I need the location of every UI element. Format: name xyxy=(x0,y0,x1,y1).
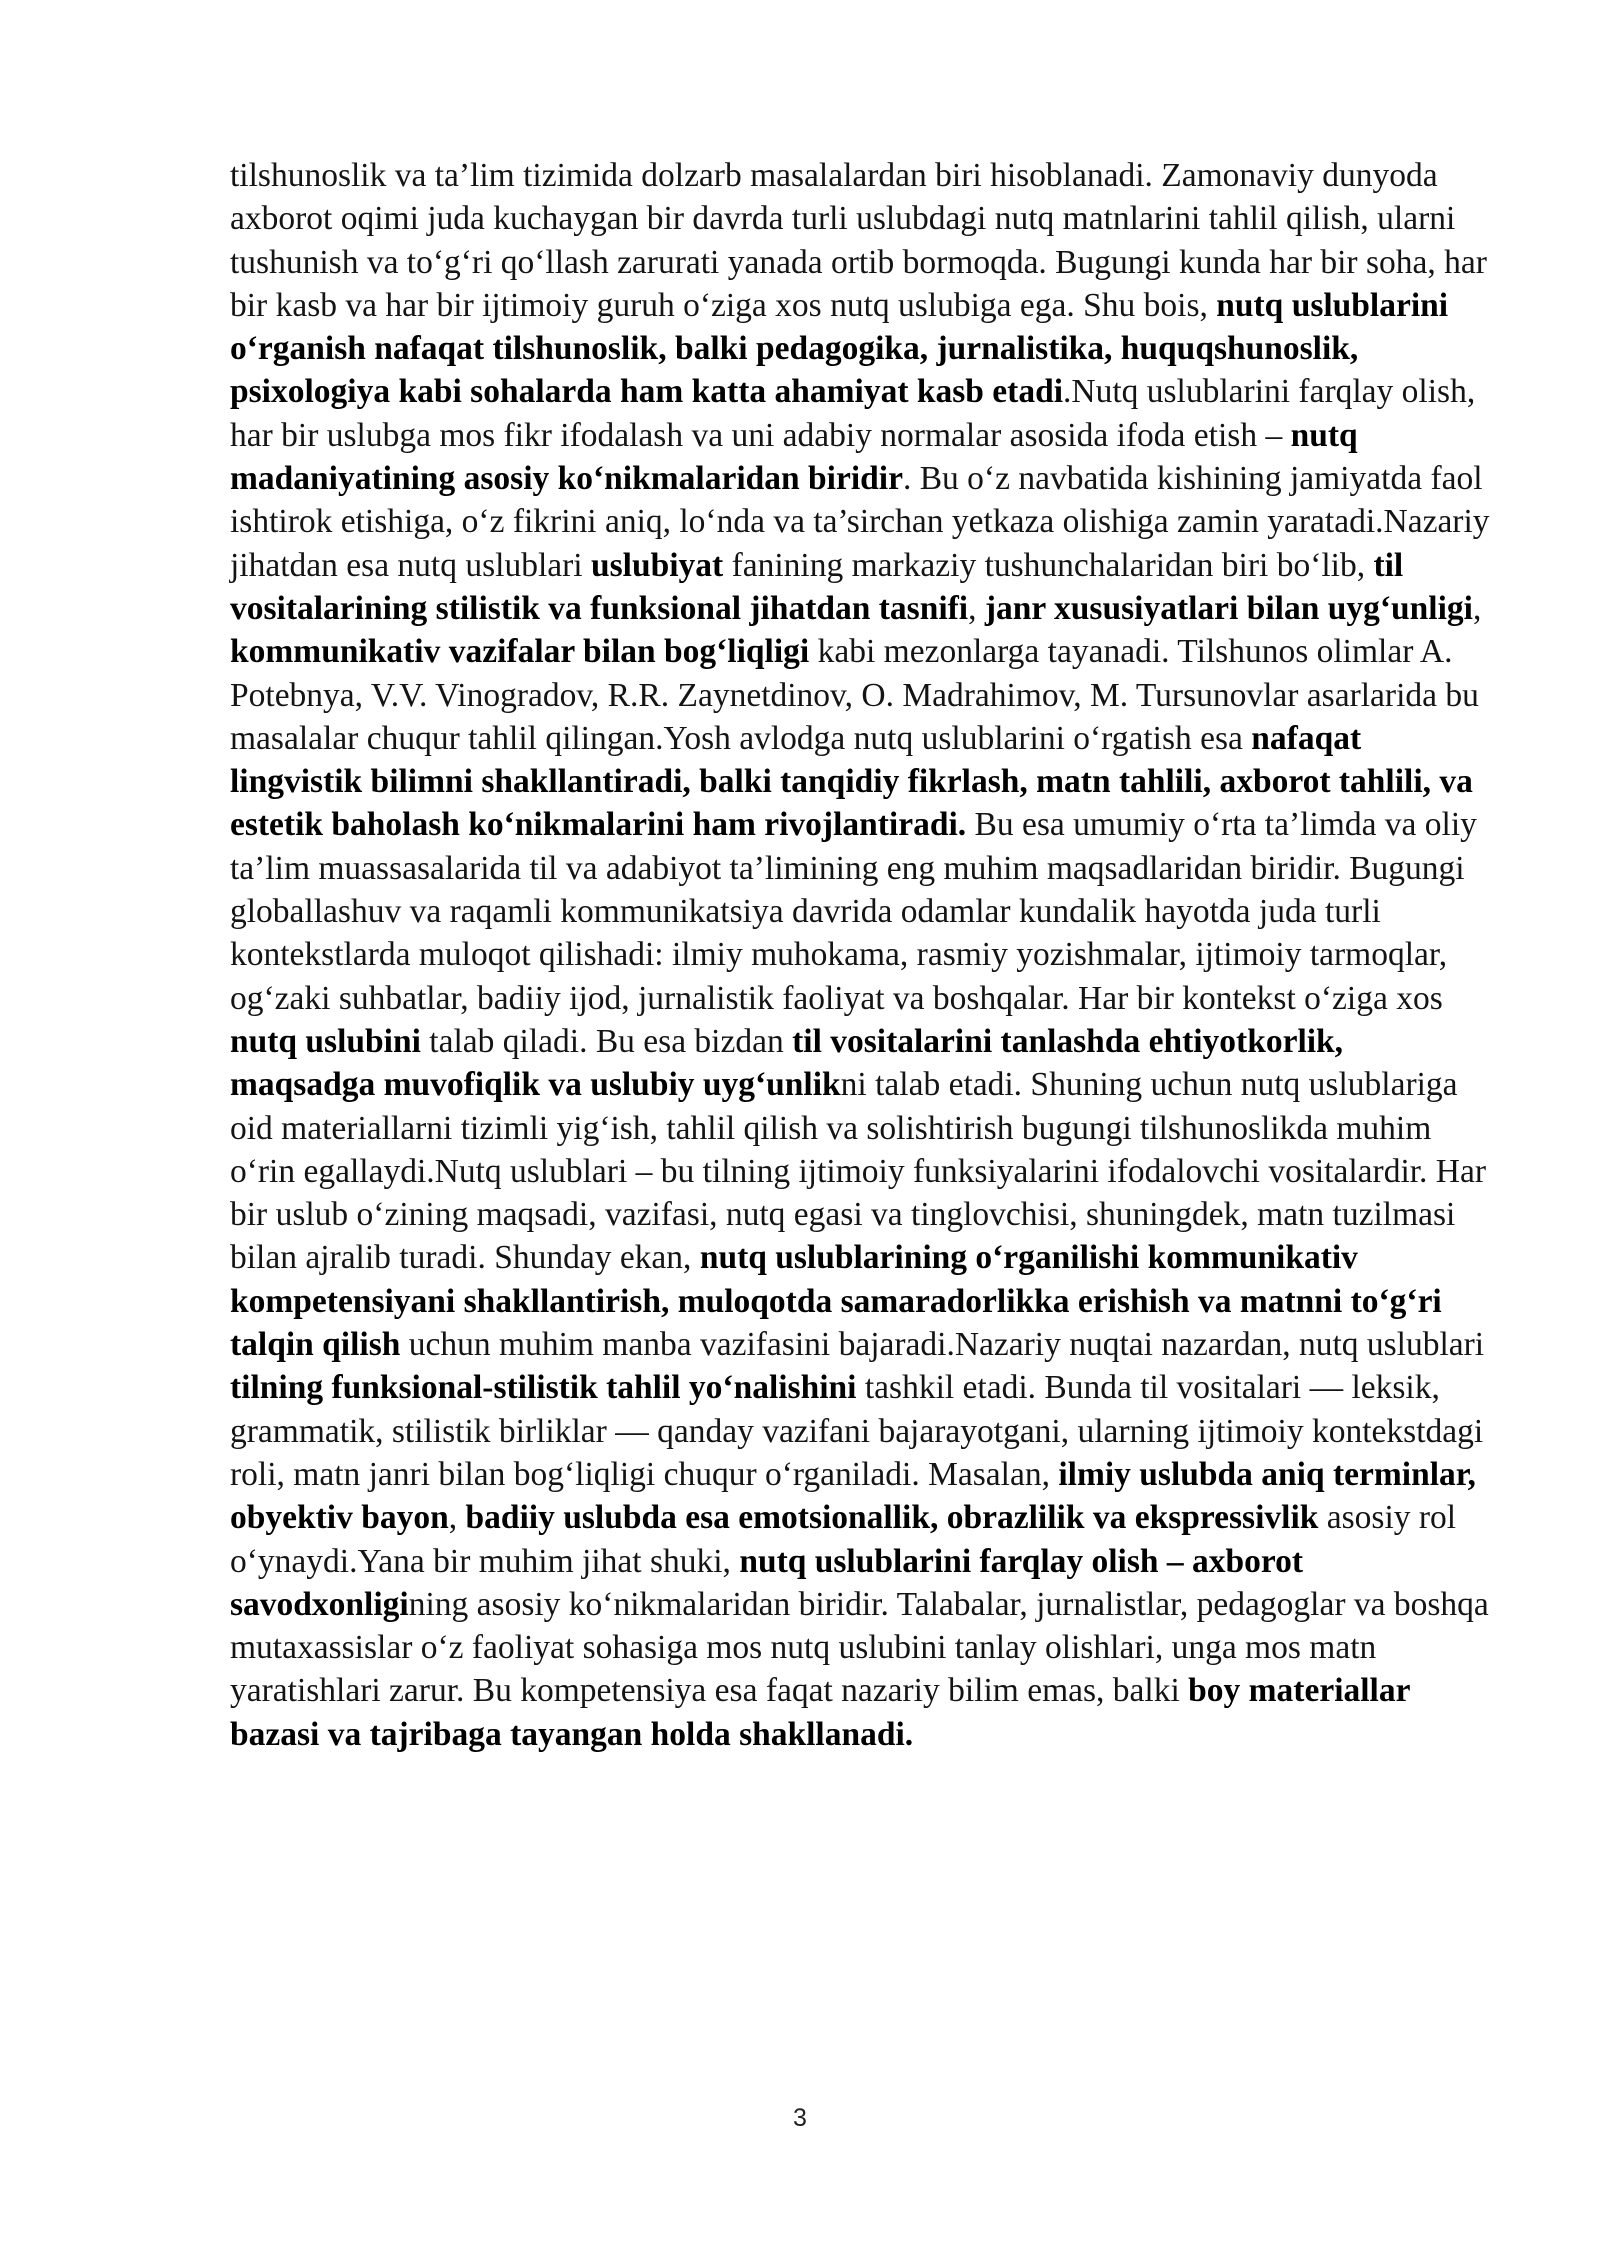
text-segment: , xyxy=(448,1499,466,1537)
bold-text-segment: badiiy uslubda esa emotsionallik, obrazlilik va ekspressivlik xyxy=(465,1499,1319,1537)
bold-text-segment: til vositalarining stilistik va funksional jihatdan tasnifi xyxy=(230,546,1404,627)
bold-text-segment: ilmiy uslubda aniq terminlar, obyektiv bayon xyxy=(230,1455,1476,1537)
text-segment: kabi mezonlarga tayanadi. Tilshunos olimlar A. Potebnya, V.V. Vinogradov, R.R. Zaynetdinov, O. Madrahimov, M. Tursunovlar asarlarida bu masalalar chuqur tahlil qilingan.Yosh avlodga nutq uslublarini oʻrgatish esa xyxy=(230,633,1479,757)
text-segment: Bu esa umumiy oʻrta ta’limda va oliy ta’lim muassasalarida til va adabiyot ta’limining eng muhim maqsadlaridan biridir. Bugungi globallashuv va raqamli kommunikatsiya davrida odamlar kundalik hayotda juda turli kontekstlarda muloqot qilishadi: ilmiy muhokama, rasmiy yozishmalar, ijtimoiy tarmoqlar, ogʻzaki suhbatlar, badiiy ijod, jurnalistik faoliyat va boshqalar. Har bir kontekst oʻziga xos xyxy=(230,806,1477,1017)
bold-text-segment: janr xususiyatlari bilan uygʻunligi xyxy=(984,589,1473,627)
bold-text-segment: nafaqat lingvistik bilimni shakllantiradi, balki tanqidiy fikrlash, matn tahlili, axborot tahlili, va estetik baholash koʻnikmalarini ham rivojlantiradi. xyxy=(230,719,1473,844)
text-segment: ni talab etadi. Shuning uchun nutq uslublariga oid materiallarni tizimli yigʻish, tahlil qilish va solishtirish bugungi tilshunoslikda muhim oʻrin egallaydi.Nutq uslublari – bu tilning ijtimoiy funksiyalarini ifodalovchi vositalardir. Har bir uslub oʻzining maqsadi, vazifasi, nutq egasi va tinglovchisi, shuningdek, matn tuzilmasi bilan ajralib turadi. Shunday ekan, xyxy=(230,1066,1487,1277)
text-segment: ning asosiy koʻnikmalaridan biridir. Talabalar, jurnalistlar, pedagoglar va boshqa mutaxassislar oʻz faoliyat sohasiga mos nutq uslubini tanlay olishlari, unga mos matn yaratishlari zarur. Bu kompetensiya esa faqat nazariy bilim emas, balki xyxy=(230,1585,1489,1710)
bold-text-segment: kommunikativ vazifalar bilan bogʻliqligi xyxy=(230,633,810,671)
bold-text-segment: uslubiyat xyxy=(590,546,724,584)
bold-text-segment: tilning funksional-stilistik tahlil yoʻnalishini xyxy=(230,1369,857,1407)
body-paragraph xyxy=(230,154,1490,1756)
bold-text-segment: nutq uslubini xyxy=(230,1022,421,1060)
text-segment: , xyxy=(1472,589,1482,627)
page-number: 3 xyxy=(793,2104,807,2132)
text-segment: uchun muhim manba vazifasini bajaradi.Nazariy nuqtai nazardan, nutq uslublari xyxy=(400,1326,1485,1364)
bold-text-segment: til vositalarini tanlashda ehtiyotkorlik, maqsadga muvofiqlik va uslubiy uygʻunlik xyxy=(230,1022,1344,1104)
text-segment: tashkil etadi. Bunda til vositalari — leksik, grammatik, stilistik birliklar — qanday vazifani bajarayotgani, ularning ijtimoiy kontekstdagi roli, matn janri bilan bogʻliqligi chuqur oʻrganiladi. Masalan, xyxy=(230,1369,1484,1493)
text-segment: , xyxy=(968,589,985,627)
text-segment: . Bu oʻz navbatida kishining jamiyatda faol ishtirok etishiga, oʻz fikrini aniq, loʻnda va ta’sirchan yetkaza olishiga zamin yaratadi.Nazariy jihatdan esa nutq uslublari xyxy=(230,460,1490,584)
bold-text-segment: nutq madaniyatining asosiy koʻnikmalaridan biridir xyxy=(230,416,1358,498)
bold-text-segment: nutq uslublarining oʻrganilishi kommunikativ kompetensiyani shakllantirish, muloqotda samaradorlikka erishish va matnni toʻgʻri talqin qilish xyxy=(230,1239,1442,1364)
text-segment: asosiy rol oʻynaydi.Yana bir muhim jihat shuki, xyxy=(230,1499,1457,1580)
bold-text-segment: nutq uslublarini oʻrganish nafaqat tilshunoslik, balki pedagogika, jurnalistika, huquqshunoslik, psixologiya kabi sohalarda ham katta ahamiyat kasb etadi xyxy=(230,286,1449,411)
text-segment: tilshunoslik va ta’lim tizimida dolzarb masalalardan biri hisoblanadi. Zamonaviy dunyoda axborot oqimi juda kuchaygan bir davrda turli uslubdagi nutq matnlarini tahlil qilish, ularni tushunish va toʻgʻri qoʻllash zarurati yanada ortib bormoqda. Bugungi kunda har bir soha, har bir kasb va har bir ijtimoiy guruh oʻziga xos nutq uslubiga ega. Shu bois, xyxy=(230,157,1487,324)
bold-text-segment: boy materiallar bazasi va tajribaga tayangan holda shakllanadi. xyxy=(230,1672,1410,1753)
text-segment: fanining markaziy tushunchalaridan biri boʻlib, xyxy=(723,546,1374,584)
text-segment: talab qiladi. Bu esa bizdan xyxy=(420,1022,793,1060)
text-segment: .Nutq uslublarini farqlay olish, har bir uslubga mos fikr ifodalash va uni adabiy normalar asosida ifoda etish – xyxy=(230,373,1476,454)
bold-text-segment: nutq uslublarini farqlay olish – axborot savodxonligi xyxy=(230,1542,1304,1623)
